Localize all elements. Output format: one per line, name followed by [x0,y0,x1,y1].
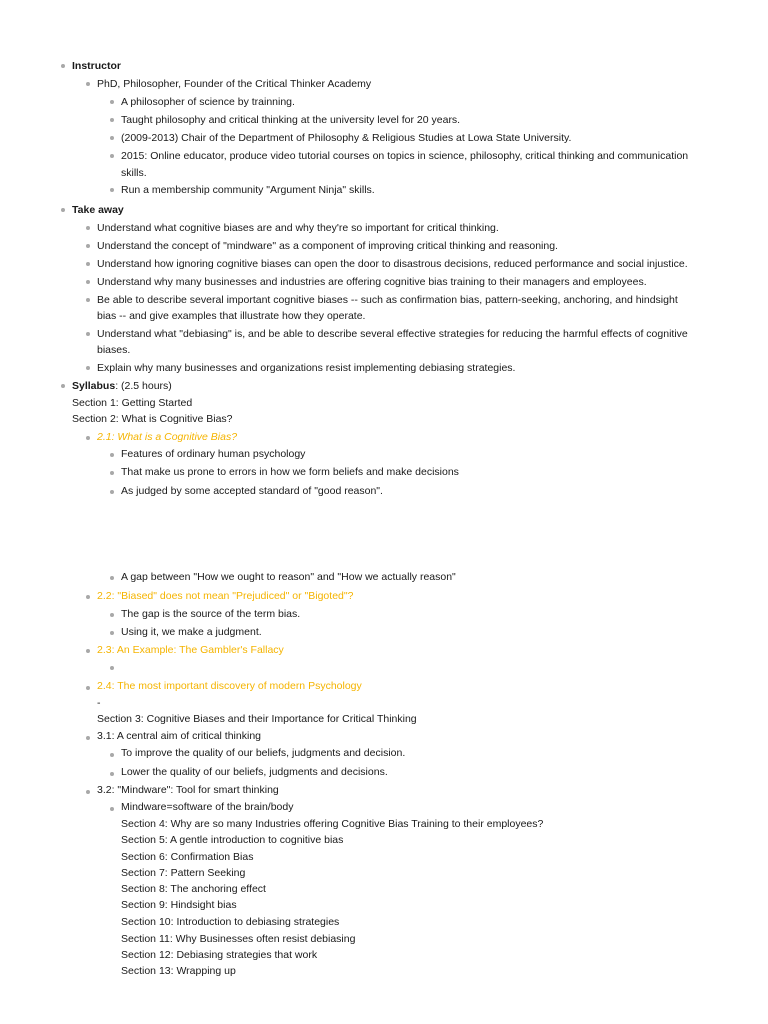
syllabus-duration: : (2.5 hours) [115,380,172,392]
list-item: (2009-2013) Chair of the Department of Philosophy & Religious Studies at Lowa State University. [121,132,572,144]
section-heading: Section 1: Getting Started [72,397,193,409]
bullet [61,208,65,212]
section-heading: Section 6: Confirmation Bias [121,851,254,863]
subsection: 3.1: A central aim of critical thinking [97,730,261,742]
list-item: Understand how ignoring cognitive biases can open the door to disastrous decisions, reduced performance and social injustice. [97,258,688,270]
section-heading: Section 13: Wrapping up [121,965,236,977]
section-heading: Section 5: A gentle introduction to cognitive bias [121,834,344,846]
subsection-link[interactable]: 2.1: What is a Cognitive Bias? [97,431,238,443]
list-item: Explain why many businesses and organizations resist implementing debiasing strategies. [97,362,516,374]
bullet [110,576,114,580]
bullet [110,188,114,192]
instructor-title: PhD, Philosopher, Founder of the Critical Thinker Academy [97,78,372,90]
bullet [86,226,90,230]
syllabus-label: Syllabus [72,380,116,392]
list-item: Lower the quality of our beliefs, judgments and decisions. [121,766,388,778]
subsection-link[interactable]: 2.2: "Biased" does not mean "Prejudiced" or "Bigoted"? [97,590,354,602]
list-item: To improve the quality of our beliefs, judgments and decision. [121,747,406,759]
bullet [110,100,114,104]
list-item: Mindware=software of the brain/body [121,801,294,813]
bullet [61,384,65,388]
section-heading: Section 2: What is Cognitive Bias? [72,413,233,425]
section-heading: Section 10: Introduction to debiasing strategies [121,916,340,928]
list-item: Taught philosophy and critical thinking at the university level for 20 years. [121,114,461,126]
bullet [110,807,114,811]
section-heading: Section 4: Why are so many Industries offering Cognitive Bias Training to their employees? [121,818,544,830]
bullet [86,244,90,248]
bullet [86,366,90,370]
bullet [61,64,65,68]
list-item: Understand what cognitive biases are and why they're so important for critical thinking. [97,222,499,234]
list-item: Run a membership community "Argument Ninja" skills. [121,184,375,196]
bullet [86,736,90,740]
list-item: 2015: Online educator, produce video tutorial courses on topics in science, philosophy, critical thinking and communication [121,150,689,162]
bullet [110,154,114,158]
list-item: That make us prone to errors in how we form beliefs and make decisions [121,466,459,478]
section-heading: Section 8: The anchoring effect [121,883,266,895]
instructor-heading: Instructor [72,60,122,72]
list-item: Features of ordinary human psychology [121,448,306,460]
bullet [86,595,90,599]
section-heading: Section 3: Cognitive Biases and their Importance for Critical Thinking [97,713,417,725]
subsection-link[interactable]: 2.3: An Example: The Gambler's Fallacy [97,644,284,656]
list-item: Be able to describe several important cognitive biases -- such as confirmation bias, pattern-seeking, anchoring, and hindsight [97,294,678,306]
bullet [86,686,90,690]
list-item-continuation: bias -- and give examples that illustrate how they operate. [97,310,366,322]
bullet [110,490,114,494]
bullet [110,136,114,140]
bullet [86,332,90,336]
takeaway-heading: Take away [72,204,124,216]
bullet [110,631,114,635]
section-heading: Section 12: Debiasing strategies that work [121,949,318,961]
list-item-continuation: skills. [121,167,147,179]
subsection-link[interactable]: 2.4: The most important discovery of modern Psychology [97,680,362,692]
list-item: A gap between "How we ought to reason" and "How we actually reason" [121,571,456,583]
section-heading: Section 9: Hindsight bias [121,899,237,911]
bullet [110,666,114,670]
list-item: The gap is the source of the term bias. [121,608,301,620]
bullet [110,613,114,617]
syllabus-heading [72,379,172,393]
section-heading: Section 7: Pattern Seeking [121,867,246,879]
list-item: Using it, we make a judgment. [121,626,262,638]
bullet [86,280,90,284]
list-item: Understand why many businesses and industries are offering cognitive bias training to their managers and employees. [97,276,647,288]
bullet [86,790,90,794]
section-heading: Section 11: Why Businesses often resist debiasing [121,933,356,945]
dash: - [97,697,101,709]
bullet [110,471,114,475]
list-item: A philosopher of science by trainning. [121,96,295,108]
bullet [86,82,90,86]
subsection: 3.2: "Mindware": Tool for smart thinking [97,784,279,796]
bullet [110,772,114,776]
list-item-continuation: biases. [97,344,131,356]
bullet [110,118,114,122]
bullet [110,753,114,757]
list-item: As judged by some accepted standard of "good reason". [121,485,383,497]
bullet [86,262,90,266]
bullet [110,453,114,457]
bullet [86,649,90,653]
bullet [86,298,90,302]
list-item: Understand the concept of "mindware" as a component of improving critical thinking and reasoning. [97,240,558,252]
bullet [86,436,90,440]
list-item: Understand what "debiasing" is, and be able to describe several effective strategies for reducing the harmful effects of cognitive [97,328,688,340]
